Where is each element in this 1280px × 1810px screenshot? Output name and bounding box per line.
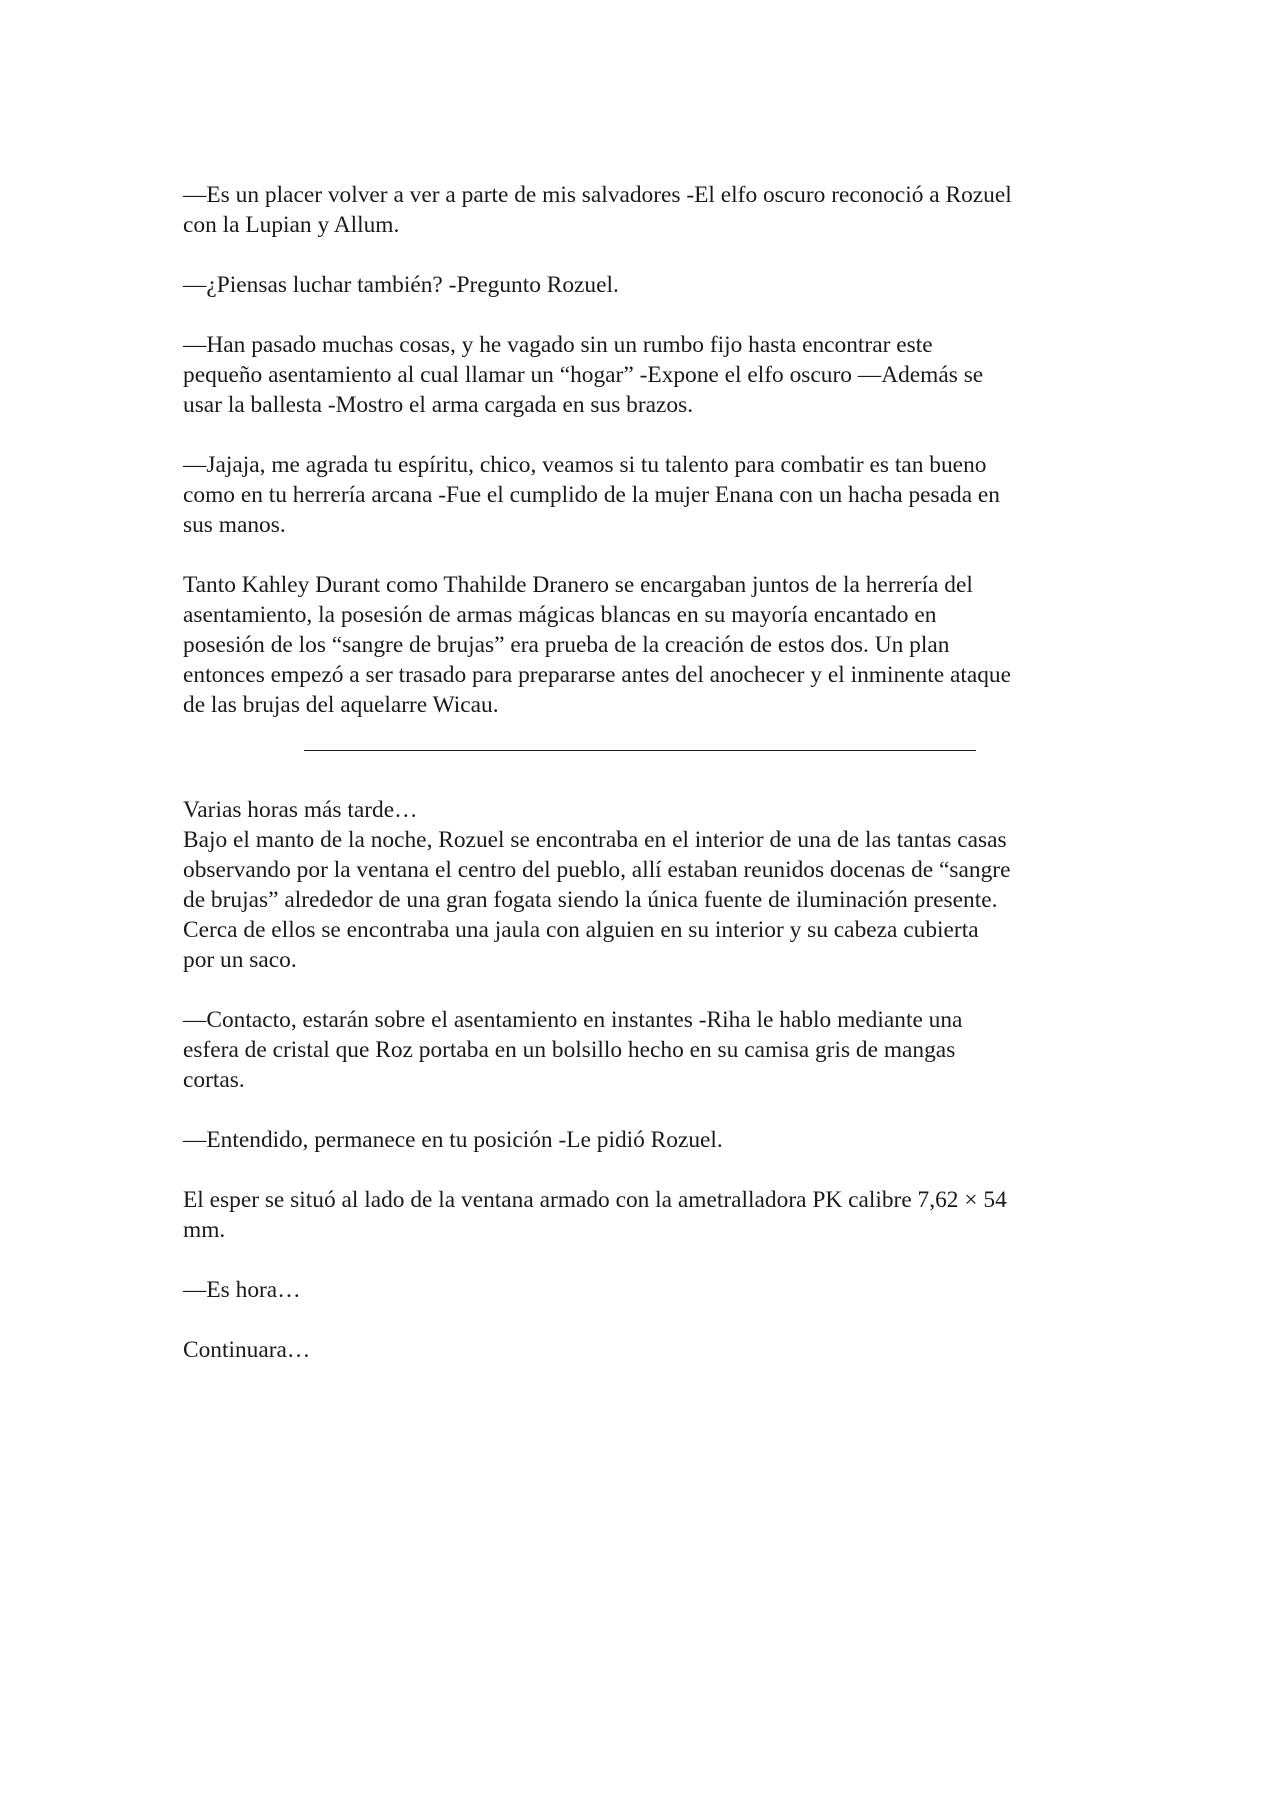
paragraph: El esper se situó al lado de la ventana armado con la ametralladora PK calibre 7,62 × 54 mm. <box>183 1187 1007 1243</box>
scene-divider <box>304 750 976 751</box>
document-page <box>183 180 1103 1395</box>
paragraph: —¿Piensas luchar también? -Pregunto Rozuel. <box>183 272 619 298</box>
scene-heading: Varias horas más tarde… <box>183 797 418 823</box>
closing-line: Continuara… <box>183 1337 311 1363</box>
paragraph: —Es hora… <box>183 1277 301 1303</box>
paragraph: —Jajaja, me agrada tu espíritu, chico, veamos si tu talento para combatir es tan bueno como en tu herrería arcana -Fue el cumplido de la mujer Enana con un hacha pesada en sus manos. <box>183 452 1001 538</box>
paragraph: —Contacto, estarán sobre el asentamiento en instantes -Riha le hablo mediante una esfera de cristal que Roz portaba en un bolsillo hecho en su camisa gris de mangas cortas. <box>183 1007 963 1093</box>
paragraph: —Han pasado muchas cosas, y he vagado sin un rumbo fijo hasta encontrar este pequeño asentamiento al cual llamar un “hogar” -Expone el elfo oscuro —Además se usar la ballesta -Mostro el arma cargada en sus brazos. <box>183 332 984 418</box>
paragraph: Bajo el manto de la noche, Rozuel se encontraba en el interior de una de las tantas casas observando por la ventana el centro del pueblo, allí estaban reunidos docenas de “sangre de brujas” alrededor de una gran fogata siendo la única fuente de iluminación presente. Cerca de ellos se encontraba una jaula con alguien en su interior y su cabeza cubierta por un saco. <box>183 827 1011 973</box>
paragraph: Tanto Kahley Durant como Thahilde Dranero se encargaban juntos de la herrería del asentamiento, la posesión de armas mágicas blancas en su mayoría encantado en posesión de los “sangre de brujas” era prueba de la creación de estos dos. Un plan entonces empezó a ser trasado para prepararse antes del anochecer y el inminente ataque de las brujas del aquelarre Wicau. <box>183 572 1011 718</box>
paragraph: —Es un placer volver a ver a parte de mis salvadores -El elfo oscuro reconoció a Rozuel con la Lupian y Allum. <box>183 182 1012 238</box>
paragraph: —Entendido, permanece en tu posición -Le pidió Rozuel. <box>183 1127 723 1153</box>
